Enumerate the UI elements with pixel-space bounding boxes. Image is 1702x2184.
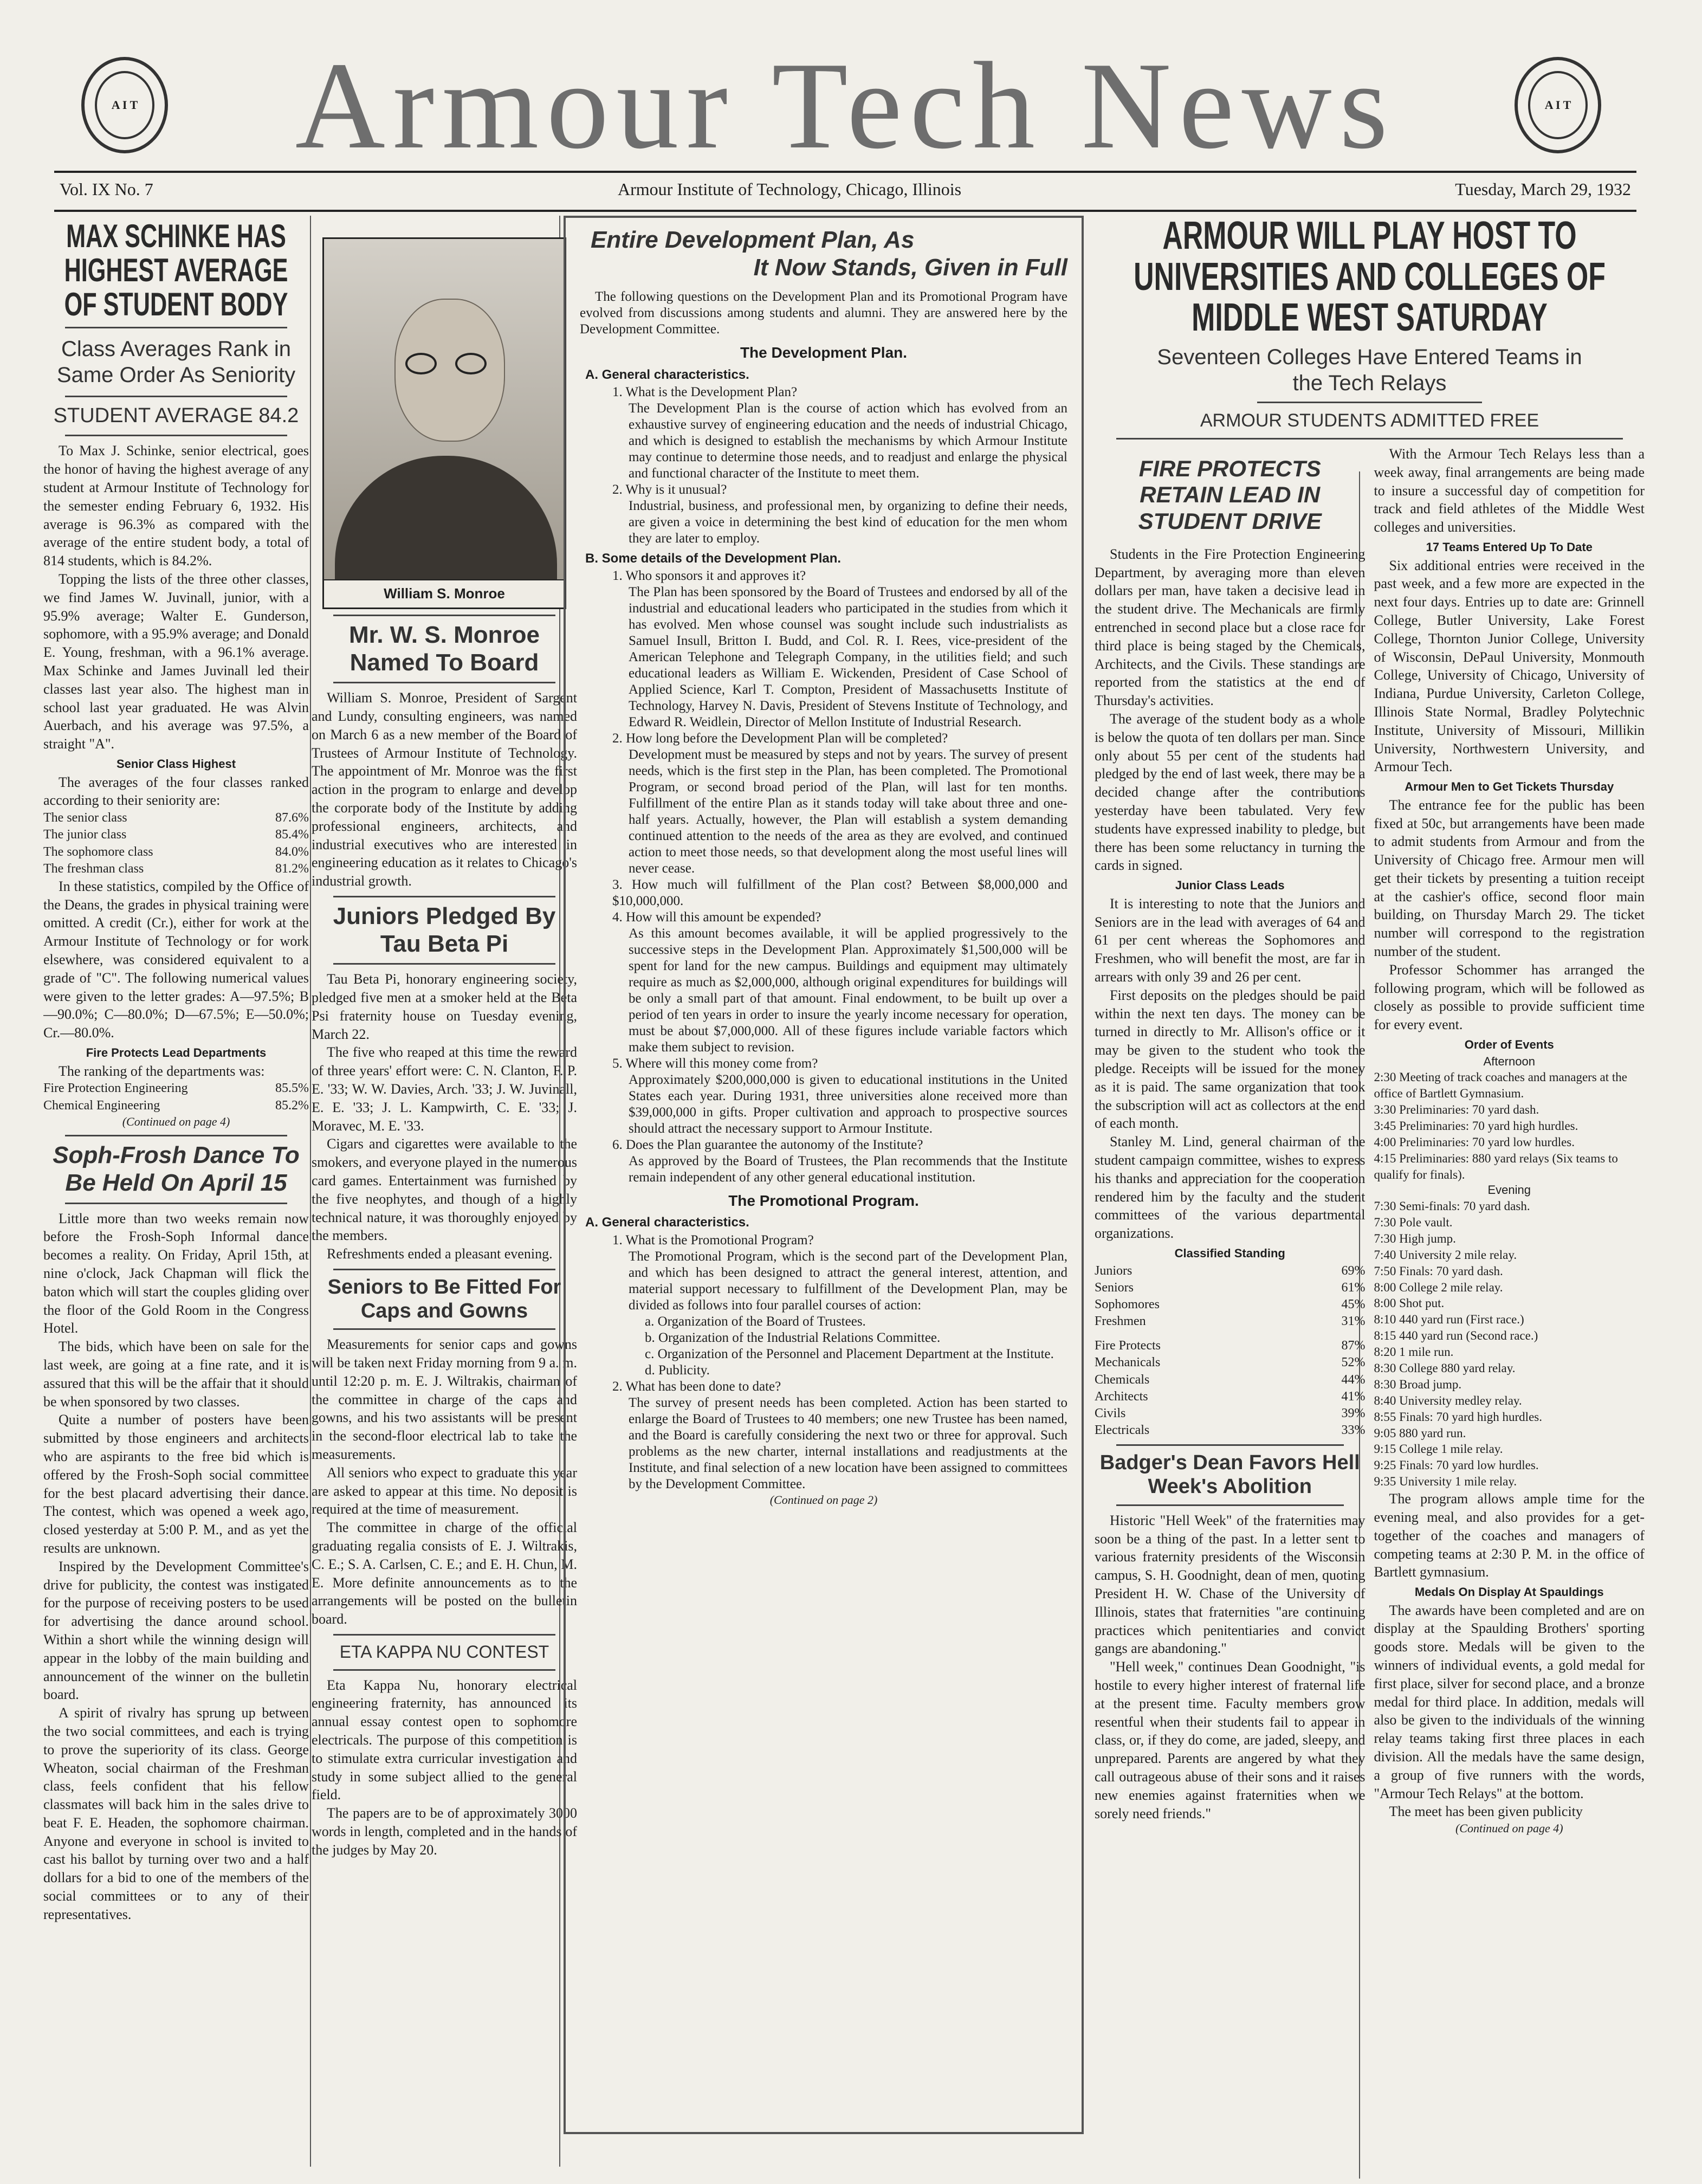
classified-standing-subhead: Classified Standing (1174, 1246, 1285, 1260)
issue-info-bar (54, 171, 1636, 212)
evening-events (1374, 1198, 1645, 1490)
relays-paragraph: With the Armour Tech Relays less than a week away, final arrangements are being made to insure a successful day of competition for track and field athletes of the Middle West colleges and universities. (1374, 445, 1645, 535)
standing-classes-table (1095, 1263, 1366, 1330)
tau-beta-pi-headline: Juniors Pledged By Tau Beta Pi (333, 902, 556, 957)
list-item: 8:40 University medley relay. (1374, 1393, 1522, 1407)
list-item: d. Publicity. (645, 1362, 710, 1378)
table-row: Electricals 33% (1095, 1423, 1366, 1438)
volume-number: Vol. IX No. 7 (60, 179, 153, 199)
nameplate: Armour Tech News (295, 36, 1396, 175)
continued-line: (Continued on page 2) (769, 1492, 878, 1507)
column-rule (310, 216, 311, 2167)
list-item: 8:10 440 yard run (First race.) (1374, 1313, 1524, 1327)
list-item: 7:30 Semi-finals: 70 yard dash. (1374, 1199, 1530, 1213)
relays-paragraph: The awards have been completed and are on display at the Spaulding Brothers' sporting goods store. Medals will be given to the winners of individual events, a gold medal for first place, silver for second place, and a bronze medal for third place. In addition, medals will also be given to the individuals of the winning relay teams taking first three places in each division. All the medals have the same design, a group of five runners with the words, "Armour Tech Relays" at the bottom. (1374, 1602, 1645, 1801)
promotional-program-subhead: The Promotional Program. (728, 1192, 919, 1209)
question: 1. Who sponsors it and approves it? (612, 568, 806, 583)
plan-intro: The following questions on the Development Plan and its Promotional Program have evolved from discussions among students and alumni. They are answered here by the Development Committee. (580, 289, 1067, 337)
question: 2. Why is it unusual? (612, 482, 727, 497)
monroe-paragraph: William S. Monroe, President of Sargent and Lundy, consulting engineers, was named on March 6 as a new member of the Board of Trustees of Armour Institute of Technology. The appointment of Mr. Monroe was the first action in the program to enlarge and develop the corporate body of the Institute by adding professional engineers, architects, and industrial executives who are interested in engineering education as it relates to Chicago's industrial growth. (312, 690, 577, 889)
list-item: 8:00 Shot put. (1374, 1296, 1445, 1310)
table-row: Chemicals 44% (1095, 1372, 1366, 1387)
answer: As approved by the Board of Trustees, the Plan recommends that the Institute remain independent of any other general educational institution. (629, 1153, 1067, 1185)
tickets-subhead: Armour Men to Get Tickets Thursday (1405, 780, 1614, 794)
question: 5. Where will this money come from? (612, 1056, 818, 1071)
continued-line: (Continued on page 4) (1455, 1821, 1563, 1836)
schinke-subhead: STUDENT AVERAGE 84.2 (53, 404, 299, 427)
institute-seal-right-icon: A I T (1515, 57, 1601, 153)
list-item: a. Organization of the Board of Trustees. (645, 1314, 866, 1329)
dance-paragraph: Inspired by the Development Committee's drive for publicity, the contest was instigated for the purpose of receiving posters to be used for advertising the dance around school. Within a short while the winning design will appear in the lobby of the main building and announcement of the winner on the bulletin board. (43, 1558, 309, 1703)
caps-gowns-headline: Seniors to Be Fitted For Caps and Gowns (327, 1275, 561, 1322)
dance-headline: Soph-Frosh Dance To Be Held On April 15 (53, 1142, 300, 1196)
schinke-paragraph: To Max J. Schinke, senior electrical, goes the honor of having the highest average of any student at Armour Institute of Technology for the semester ending February 6, 1932. His average is 96.3% as compared with the average of the entire student body, a total of 814 students, which is 84.2%. (43, 443, 309, 569)
table-row: Fire Protects 87% (1095, 1339, 1366, 1353)
glasses-icon (405, 353, 492, 374)
answer: Development must be measured by steps and not by years. The survey of present needs, which is the first step in the Plan, has been completed. The Promotional Program, or second broad period of the Plan, will last for ten months. Fulfillment of the entire Plan as it stands today will take about three and one-half years. Actually, however, the Plan will establish a system demanding continued attention to the needs of the area as they are evolved, and continued action to meet those needs, so that development along the most useful lines will never cease. (629, 747, 1067, 876)
answer: Approximately $200,000,000 is given to educational institutions in the United States each year. During 1931, three universities alone received more than $39,000,000 in gifts. Proper cultivation and approach to prospective sources should attract the necessary support to Armour Institute. (629, 1072, 1067, 1136)
evening-label: Evening (1487, 1183, 1531, 1197)
junior-class-subhead: Junior Class Leads (1175, 878, 1285, 893)
tbp-paragraph: Refreshments ended a pleasant evening. (327, 1246, 553, 1262)
answer: The survey of present needs has been completed. Action has been started to enlarge the Board of Trustees to 40 members; one new Trustee has been named, and the Board is carefully considering the next two or three for approval. Such problems as the new charter, internal installations and readjustments at the Institute, and final selection of a new location have been assigned to committees by the Development Committee. (629, 1395, 1067, 1491)
afternoon-label: Afternoon (1483, 1054, 1535, 1068)
column-2 (312, 216, 577, 2177)
list-item: 8:55 Finals: 70 yard high hurdles. (1374, 1410, 1542, 1424)
eta-paragraph: Eta Kappa Nu, honorary electrical engineering fraternity, has announced its annual essay contest open to sophomore electricals. The purpose of this competition is to stimulate extra curricular investigation and study in some subject allied to the general field. (312, 1677, 577, 1803)
tbp-paragraph: Cigars and cigarettes were available to the smokers, and everyone played in the numerous card games. Entertainment was furnished by the five neophytes, and though of a highly technical nature, it was thoroughly enjoyed by the members. (312, 1136, 577, 1244)
teams-subhead: 17 Teams Entered Up To Date (1426, 540, 1593, 554)
badger-paragraph: Historic "Hell Week" of the fraternities may soon be a thing of the past. In a letter sent to various fraternity presidents of the Wisconsin campus, S. H. Goodnight, dean of men, quoting President H. W. Chase of the University of Illinois, states that fraternities "are continuing practices which penitentiaries and convict gangs are abandoning." (1095, 1512, 1366, 1657)
question: 4. How will this amount be expended? (612, 909, 821, 925)
tbp-paragraph: Tau Beta Pi, honorary engineering society, pledged five men at a smoker held at the Beta Psi fraternity house on Tuesday evening, March 22. (312, 971, 577, 1042)
afternoon-events (1374, 1069, 1645, 1183)
list-item: 8:00 College 2 mile relay. (1374, 1280, 1503, 1294)
relays-paragraph: The program allows ample time for the evening meal, and also provides for a get-together of the coaches and managers of competing teams at 2:30 P. M. in the office of Bartlett gymnasium. (1374, 1491, 1645, 1580)
plan-headline-line1: Entire Development Plan, As (591, 227, 915, 253)
relays-column (1374, 445, 1645, 1837)
fire-protects-headline: FIRE PROTECTS RETAIN LEAD IN STUDENT DRIVE (1138, 455, 1322, 534)
eta-kappa-nu-headline: ETA KAPPA NU CONTEST (339, 1642, 549, 1662)
medals-subhead: Medals On Display At Spauldings (1414, 1585, 1604, 1599)
table-row: Juniors 69% (1095, 1263, 1366, 1278)
senior-class-subhead: Senior Class Highest (116, 757, 236, 771)
table-row: Sophomores 45% (1095, 1297, 1366, 1311)
schinke-paragraph: The averages of the four classes ranked according to their seniority are: (43, 774, 309, 809)
section-heading: A. General characteristics. (585, 1215, 749, 1230)
relays-paragraph: Six additional entries were received in the past week, and a few more are expected in the next four days. Entries up to date are: Grinnell College, Butler University, Lake Forest College, Thornton Junior College, University of Wisconsin, DePaul University, Monmouth College, University of Chicago, University of Indiana, Purdue University, Carleton College, Illinois State Normal, Bradley Polytechnic Institute, University of Missouri, Millikin University, Northwestern University, and Armour Tech. (1374, 557, 1645, 775)
table-row: Chemical Engineering 85.2% (43, 1098, 309, 1113)
caps-paragraph: Measurements for senior caps and gowns will be taken next Friday morning from 9 a. m. until 12:20 p. m. E. J. Wiltrakis, chairman of the committee in charge of the caps and gowns, and his two assistants will be present in the second-floor electrical lab to take the measurements. (312, 1336, 577, 1463)
schinke-paragraph: The ranking of the departments was: (59, 1063, 265, 1079)
table-row: Mechanicals 52% (1095, 1355, 1366, 1370)
eta-paragraph: The papers are to be of approximately 3000 words in length, completed and in the hands of the judges by May 20. (312, 1805, 577, 1858)
relays-split (1095, 445, 1645, 1837)
list-item: c. Organization of the Personnel and Placement Department at the Institute. (645, 1346, 1054, 1361)
dance-paragraph: The bids, which have been on sale for the last week, are going at a fine rate, and it is assured that this will be the affair that it should be when sponsored by two classes. (43, 1339, 309, 1410)
table-row: The junior class 85.4% (43, 828, 309, 842)
list-item: 8:15 440 yard run (Second race.) (1374, 1329, 1538, 1343)
relays-headline: ARMOUR WILL PLAY HOST TO UNIVERSITIES AND COLLEGES OF MIDDLE WEST SATURDAY (1134, 216, 1606, 340)
dance-paragraph: Little more than two weeks remain now before the Frosh-Soph Informal dance becomes a reality. On Friday, April 15th, at nine o'clock, Jack Chapman will flick the baton which will start the couples gliding over the floor of the Gold Room in the Congress Hotel. (43, 1210, 309, 1336)
table-row: The sophomore class 84.0% (43, 844, 309, 859)
answer: The Promotional Program, which is the second part of the Development Plan, and which has been designed to attract the general interest, attention, and material support necessary to fulfillment of the Development Plan, may be divided as follows into four parallel courses of action: (629, 1249, 1067, 1313)
answer: The Plan has been sponsored by the Board of Trustees and endorsed by all of the industrial and educational leaders who participated in the studies from which it has evolved. Men whose counsel was sought include such industrialists as Samuel Insull, Britton I. Budd, and Col. R. I. Rees, vice-president of the American Telephone and Telegraph Company, in the utilities field; and such educational leaders as William E. Wickenden, President of Case School of Applied Science, Karl T. Compton, President of Massachusetts Institute of Technology, Harvey N. Davis, President of Stevens Institute of Technology, and Edward R. Weidlein, Director of Mellon Institute of Industrial Research. (629, 584, 1067, 729)
fire-protects-column (1095, 445, 1366, 1837)
answer: As this amount becomes available, it will be applied progressively to the successive steps in the Development Plan. Approximately $1,500,000 will be spent for land for the new campus. Buildings and equipment may ultimately require as much as $2,000,000, although original expenditures for buildings will be only a small part of that amount. Final endowment, to be built up over a period of ten years in order to insure the yearly income necessary for operation, must be about $7,000,000. All of these figures include variable factors which make them subject to revision. (629, 926, 1067, 1055)
events-subhead: Order of Events (1464, 1038, 1554, 1052)
schinke-deck: Class Averages Rank in Same Order As Seniority (56, 337, 296, 387)
list-item: 9:15 College 1 mile relay. (1374, 1442, 1503, 1456)
development-plan-subhead: The Development Plan. (740, 344, 908, 361)
relays-deck: Seventeen Colleges Have Entered Teams in the Tech Relays (1157, 345, 1582, 395)
continued-line: (Continued on page 4) (122, 1114, 230, 1128)
dance-paragraph: A spirit of rivalry has sprung up between the two social committees, and each is trying to prove the superiority of its class. George Wheaton, social chairman of the Freshman class, feels confident that his fellow classmates will back him in the sales drive to beat F. E. Headen, the sophomore chairman. Anyone and everyone in school is invited to cast his ballot by turning over two and a half dollars for a bid to one of the members of the social committees or to any of their representatives. (43, 1705, 309, 1922)
list-item: 3:45 Preliminaries: 70 yard high hurdles. (1374, 1119, 1578, 1133)
section-heading: A. General characteristics. (585, 367, 749, 382)
question: 1. What is the Development Plan? (612, 384, 798, 399)
question: 6. Does the Plan guarantee the autonomy of the Institute? (612, 1137, 923, 1152)
table-row: The senior class 87.6% (43, 811, 309, 825)
section-heading: B. Some details of the Development Plan. (585, 551, 842, 566)
badger-paragraph: "Hell week," continues Dean Goodnight, "is hostile to every higher interest of fraternal life at the present time. Faculty members grow resentful when their students fail to appear in class, or, if they do come, are jaded, sleepy, and unprepared. Parents are angered by what they call outrageous abuse of their sons and it raises new enemies against fraternities when we sorely need friends." (1095, 1659, 1366, 1821)
relays-paragraph: The meet has been given publicity (1389, 1804, 1583, 1820)
relays-paragraph: Professor Schommer has arranged the following program, which will be followed as closely as possible to provide sufficient time for every event. (1374, 961, 1645, 1033)
column-1 (43, 216, 309, 2177)
answer: Industrial, business, and professional men, by organizing to define their needs, are given a voice in determining the best kind of education for the men whom they are later to employ. (629, 498, 1067, 546)
caps-paragraph: All seniors who expect to graduate this year are asked to appear at this time. No deposit is required at the time of measurement. (312, 1464, 577, 1517)
relays-subdeck: ARMOUR STUDENTS ADMITTED FREE (1200, 410, 1539, 431)
question: 3. How much will fulfillment of the Plan cost? Between $8,000,000 and $10,000,000. (612, 877, 1067, 908)
table-row: Architects 41% (1095, 1389, 1366, 1404)
list-item: 9:25 Finals: 70 yard low hurdles. (1374, 1458, 1539, 1472)
list-item: 7:40 University 2 mile relay. (1374, 1248, 1517, 1262)
list-item: 3:30 Preliminaries: 70 yard dash. (1374, 1103, 1539, 1117)
dance-paragraph: Quite a number of posters have been submitted by those engineers and architects who are aspirants to the free bid which is offered by the Frosh-Soph social committee for the best placard advertising their dance. The contest, which was opened a week ago, closed yesterday at 5:00 P. M., and as yet the results are unknown. (43, 1412, 309, 1556)
drive-paragraph: First deposits on the pledges should be paid within the next ten days. The money can be turned in directly to Mr. Allison's office or it may be given to the student who took the pledge. Receipts will be issued for the money as it is paid. The same organization that took the subscription will act as collectors at the end of each month. (1095, 987, 1366, 1132)
drive-paragraph: Stanley M. Lind, general chairman of the student campaign committee, wishes to express his thanks and appreciation for the cooperation rendered him by the faculty and the student committees of the various departmental organizations. (1095, 1134, 1366, 1242)
list-item: 4:00 Preliminaries: 70 yard low hurdles. (1374, 1135, 1575, 1149)
question: 2. What has been done to date? (612, 1379, 781, 1394)
list-item: 7:50 Finals: 70 yard dash. (1374, 1264, 1503, 1278)
table-row: Fire Protection Engineering 85.5% (43, 1081, 309, 1096)
answer: The Development Plan is the course of action which has evolved from an exhaustive survey of engineering education and the needs of industrial Chicago, and which is designed to establish the mechanisms by which Armour Institute may continue to determine those needs, and to readjust and enlarge the physical and functional character of the Institute to meet them. (629, 400, 1067, 481)
table-row: The freshman class 81.2% (43, 861, 309, 876)
table-row: Seniors 61% (1095, 1280, 1366, 1295)
column-4 (1095, 216, 1645, 2177)
issue-date: Tuesday, March 29, 1932 (1455, 179, 1631, 199)
list-item: 8:30 College 880 yard relay. (1374, 1361, 1516, 1375)
photo-caption: William S. Monroe (324, 579, 565, 608)
institution-line: Armour Institute of Technology, Chicago, Illinois (618, 179, 962, 199)
list-item: 9:35 University 1 mile relay. (1374, 1475, 1517, 1489)
development-plan-box (564, 216, 1084, 2134)
institute-seal-left-icon: A I T (81, 57, 168, 153)
drive-paragraph: It is interesting to note that the Juniors and Seniors are in the lead with averages of 64 and 61 per cent whereas the Sophomores and Freshmen, who will benefit the most, are far in arrears with only 39 and 26 per cent. (1095, 895, 1366, 985)
drive-paragraph: The average of the student body as a whole is below the quota of ten dollars per man. Since only about 55 per cent of the students had pledged by the end of last week, there may be a decided change after the contributions yesterday have been tabulated. Very few students have expressed inability to pledge, but there has been some reluctancy in turning the cards in signed. (1095, 711, 1366, 874)
list-item: 8:20 1 mile run. (1374, 1345, 1454, 1359)
list-item: 2:30 Meeting of track coaches and managers at the office of Bartlett Gymnasium. (1374, 1070, 1627, 1101)
table-row: Civils 39% (1095, 1406, 1366, 1421)
list-item: 4:15 Preliminaries: 880 yard relays (Six teams to qualify for finals). (1374, 1151, 1618, 1181)
monroe-photo (322, 237, 566, 609)
monroe-headline: Mr. W. S. Monroe Named To Board (348, 622, 540, 676)
question: 2. How long before the Development Plan will be completed? (612, 731, 948, 746)
fire-protects-subhead: Fire Protects Lead Departments (86, 1046, 267, 1060)
list-item: 9:05 880 yard run. (1374, 1426, 1466, 1440)
table-row: Freshmen 31% (1095, 1314, 1366, 1329)
tbp-paragraph: The five who reaped at this time the reward of three years' effort were: C. N. Clanton, F. P. E. '33; W. W. Davies, Arch. '33; J. W. Juvinall, E. E. '33; J. L. Kampwirth, C. E. '33; J. Moravec, M. E. '33. (312, 1044, 577, 1134)
schinke-paragraph: Topping the lists of the three other classes, we find James W. Juvinall, junior, with a 95.9% average; Walter E. Gunderson, sophomore, with a 95.9% average; and Donald E. Young, freshman, with a 96.1% average. Max Schinke and James Juvinall led their classes last year also. The highest man in school last year graduated. He was Alvin Auerbach, and his average was 97.5%, a straight "A". (43, 571, 309, 752)
schinke-paragraph: In these statistics, compiled by the Office of the Deans, the grades in physical training were omitted. A credit (Cr.), either for work at the Armour Institute of Technology or for work elsewhere, was considered equivalent to a grade of "C". The following numerical values were given to the letter grades: A—97.5%; B—90.0%; C—80.0%; D—67.5%; E—50.0%; Cr.—80.0%. (43, 878, 309, 1041)
class-averages-table (43, 810, 309, 877)
list-item: 8:30 Broad jump. (1374, 1377, 1462, 1391)
badger-headline: Badger's Dean Favors Hell Week's Abolition (1099, 1451, 1360, 1498)
standing-depts-table (1095, 1337, 1366, 1439)
drive-paragraph: Students in the Fire Protection Engineering Department, by averaging more than eleven dollars per man, have taken a decisive lead in the student drive. The Mechanicals are firmly entrenched in second place but a close race for third place is being staged by the Chemicals, Architects, and the Civils. These standings are reported from the statistics at the end of Thursday's activities. (1095, 546, 1366, 709)
list-item: 7:30 Pole vault. (1374, 1215, 1453, 1229)
schinke-headline: MAX SCHINKE HAS HIGHEST AVERAGE OF STUDENT BODY (64, 218, 288, 322)
relays-paragraph: The entrance fee for the public has been fixed at 50c, but arrangements have been made to admit students from Armour and from the University of Chicago free. Armour men will get their tickets by presenting a tuition receipt at the cashier's office, second floor main building, on Thursday March 29. The ticket number will correspond to the registration number of the student. (1374, 797, 1645, 960)
department-table (43, 1080, 309, 1114)
list-item: b. Organization of the Industrial Relations Committee. (645, 1330, 941, 1345)
caps-paragraph: The committee in charge of the official graduating regalia consists of E. J. Wiltrakis, C. E.; S. A. Carlsen, C. E.; and E. H. Chun, M. E. More definite announcements as to the arrangements will be posted on the bulletin board. (312, 1520, 577, 1627)
list-item: 7:30 High jump. (1374, 1231, 1456, 1245)
question: 1. What is the Promotional Program? (612, 1232, 814, 1248)
plan-headline-line2: It Now Stands, Given in Full (753, 254, 1067, 281)
